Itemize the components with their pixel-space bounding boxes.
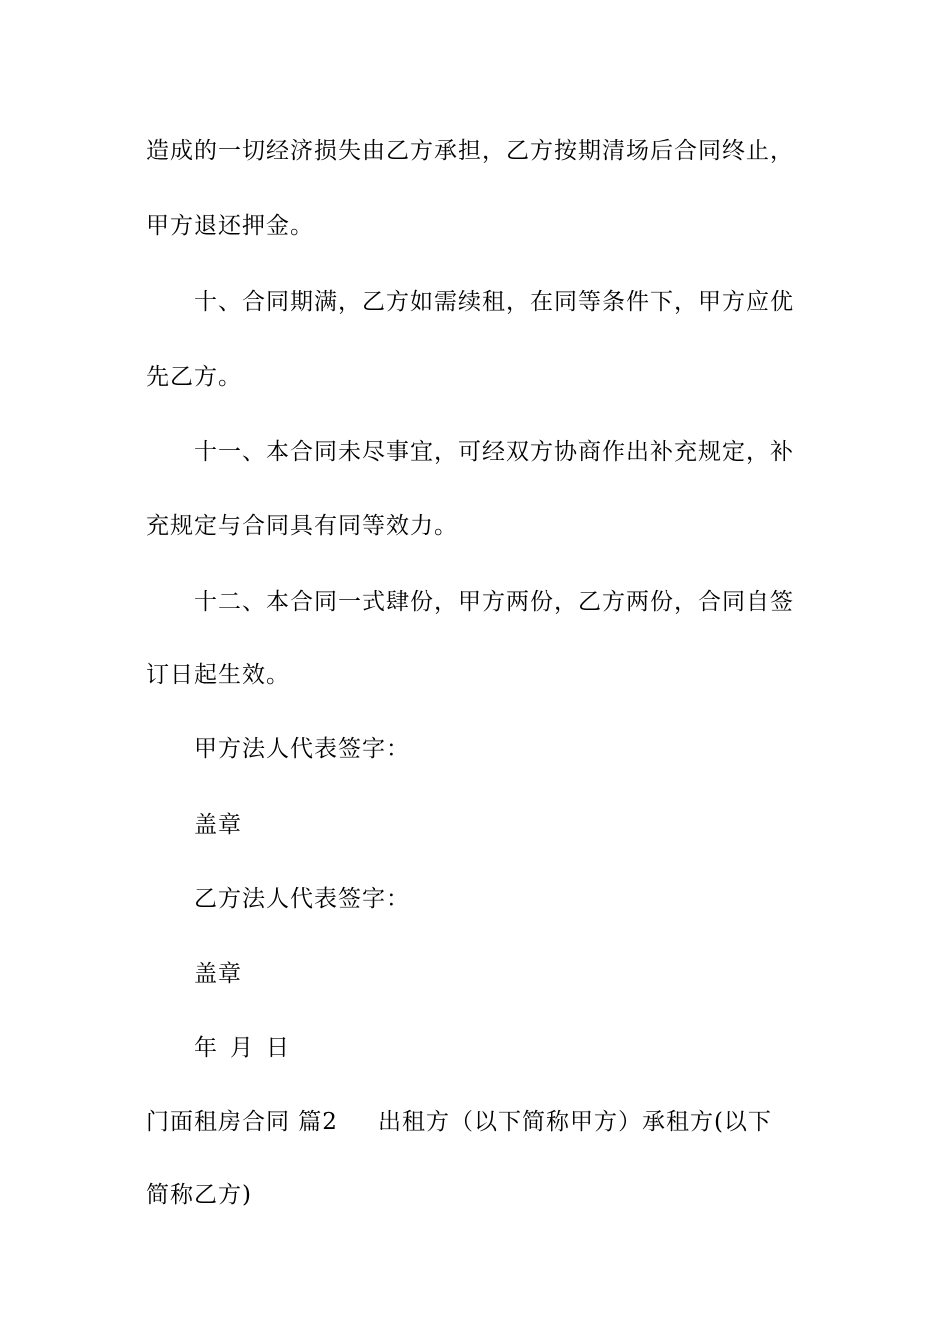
party-a-seal-label: 盖章 (194, 812, 242, 838)
paragraph-line: 造成的一切经济损失由乙方承担，乙方按期清场后合同终止， (146, 138, 794, 164)
section-text-start: 出租方（以下简称甲方）承租方(以下 (377, 1109, 772, 1135)
next-section-heading-line (146, 1107, 826, 1137)
clause-twelve-line: 十二、本合同一式肆份，甲方两份，乙方两份，合同自签 (194, 589, 794, 615)
date-line (194, 1033, 874, 1063)
clause-ten-line: 十、合同期满，乙方如需续租，在同等条件下，甲方应优 (194, 289, 794, 315)
paragraph-line: 简称乙方) (146, 1182, 252, 1208)
party-a-signature-label: 甲方法人代表签字： (194, 736, 410, 762)
party-b-signature-label: 乙方法人代表签字： (194, 886, 410, 912)
paragraph-line: 充规定与合同具有同等效力。 (146, 513, 458, 539)
date-year: 年 (194, 1035, 218, 1061)
clause-eleven-line: 十一、本合同未尽事宜，可经双方协商作出补充规定，补 (194, 439, 794, 465)
section-title: 门面租房合同 篇2 (146, 1109, 338, 1135)
paragraph-line: 甲方退还押金。 (146, 213, 314, 239)
paragraph-line: 订日起生效。 (146, 662, 290, 688)
date-month: 月 (230, 1035, 254, 1061)
party-b-seal-label: 盖章 (194, 961, 242, 987)
date-day: 日 (266, 1035, 290, 1061)
paragraph-line: 先乙方。 (146, 364, 242, 390)
